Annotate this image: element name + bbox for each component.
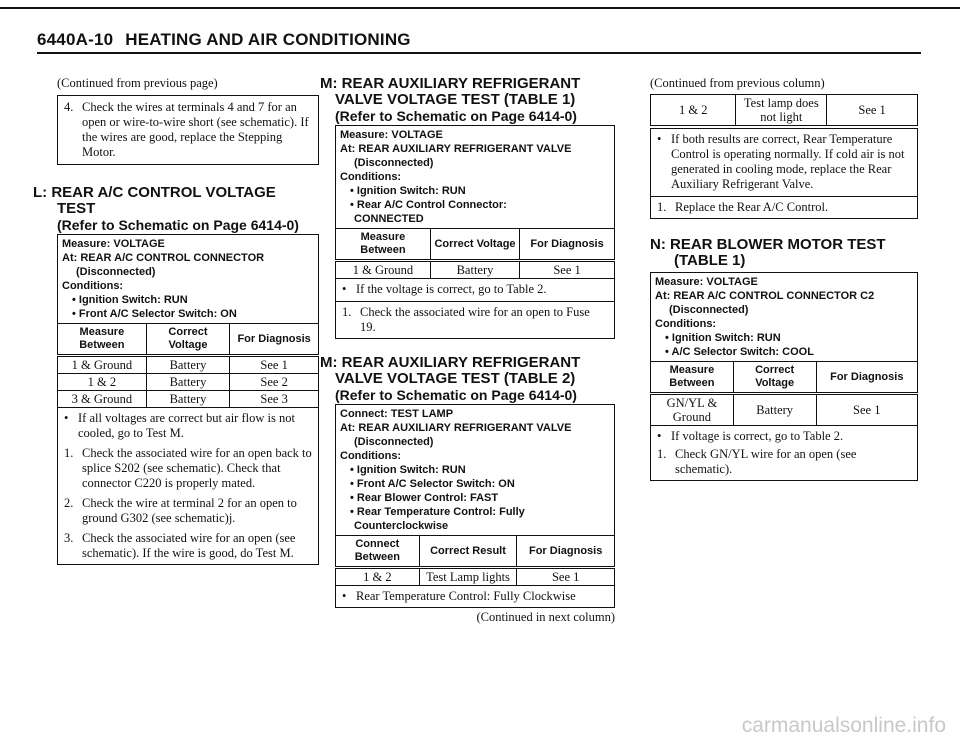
chapter-title: HEATING AND AIR CONDITIONING bbox=[125, 30, 411, 49]
watermark: carmanualsonline.info bbox=[741, 714, 946, 737]
section-m2-heading: M: REAR AUXILIARY REFRIGERANT VALVE VOLTAGE TEST (TABLE 2) (Refer to Schematic on Page 6414-0) bbox=[320, 354, 581, 403]
continued-table bbox=[650, 94, 918, 126]
section-n-table: Measure Between Correct Voltage For Diagnosis GN/YL & Ground Battery See 1 bbox=[650, 361, 918, 426]
section-n-heading: N: REAR BLOWER MOTOR TEST (TABLE 1) bbox=[650, 236, 886, 269]
column-2 bbox=[320, 75, 615, 625]
section-l-heading: L: REAR A/C CONTROL VOLTAGE TEST (Refer to Schematic on Page 6414-0) bbox=[33, 184, 299, 233]
continued-next-note: (Continued in next column) bbox=[476, 610, 615, 624]
top-rule bbox=[0, 7, 960, 9]
section-l-measure-box: Measure: VOLTAGE At: REAR A/C CONTROL CONNECTOR (Disconnected) Conditions: • Ignition Switch: RUN • Front A/C Selector Switch: ON bbox=[57, 234, 319, 324]
step-4-box bbox=[57, 95, 319, 165]
step-3: 3. Check the associated wire for an open (see schematic). If the wire is good, do Test M. bbox=[64, 531, 296, 560]
section-m1-notes: • If the voltage is correct, go to Table 2. 1. Check the associated wire for an open to Fuse 19. bbox=[335, 279, 615, 339]
table-row: 1 & Ground Battery See 1 bbox=[336, 261, 615, 279]
column-3 bbox=[650, 76, 918, 481]
section-m2-table: Connect Between Correct Result For Diagnosis 1 & 2 Test Lamp lights See 1 bbox=[335, 535, 615, 586]
header-rule bbox=[37, 52, 921, 54]
section-m1-table: Measure Between Correct Voltage For Diagnosis 1 & Ground Battery See 1 bbox=[335, 228, 615, 279]
table-row: 1 & 2 Test lamp does not light See 1 bbox=[651, 95, 918, 126]
continued-note: (Continued from previous page) bbox=[57, 76, 218, 90]
section-n-notes: • If voltage is correct, go to Table 2. 1. Check GN/YL wire for an open (see schematic). bbox=[650, 426, 918, 481]
section-n-measure-box: Measure: VOLTAGE At: REAR A/C CONTROL CONNECTOR C2 (Disconnected) Conditions: • Ignition Switch: RUN • A/C Selector Switch: COOL bbox=[650, 272, 918, 362]
step-4: 4. Check the wires at terminals 4 and 7 for an open or wire-to-wire short (see schematic). If the wires are good, replace the Stepping Motor. bbox=[64, 100, 309, 159]
table-row: 1 & Ground Battery See 1 bbox=[58, 356, 319, 374]
column-1 bbox=[33, 76, 319, 565]
continued-note: (Continued from previous column) bbox=[650, 76, 825, 90]
table-row: GN/YL & Ground Battery See 1 bbox=[651, 394, 918, 426]
table-row: 3 & Ground Battery See 3 bbox=[58, 391, 319, 408]
section-m2-measure-box: Connect: TEST LAMP At: REAR AUXILIARY REFRIGERANT VALVE (Disconnected) Conditions: • Ignition Switch: RUN • Front A/C Selector Switch: ON • Rear Blower Control: FAST • Rear Temperature Control: Fully Counterclockwise bbox=[335, 404, 615, 536]
page-number: 6440A-10 bbox=[37, 30, 114, 49]
bullet-note: • If all voltages are correct but air flow is not cooled, go to Test M. bbox=[64, 411, 295, 440]
continued-notes: • If both results are correct, Rear Temperature Control is operating normally. If cold air is not generated in cooling mode, replace the Rear Auxiliary Refrigerant Valve. 1. Replace the Rear A/C Control. bbox=[650, 128, 918, 219]
step-2: 2. Check the wire at terminal 2 for an open to ground G302 (see schematic)j. bbox=[64, 496, 297, 525]
section-l-table: Measure Between Correct Voltage For Diagnosis 1 & Ground Battery See 1 1 & 2 Battery See 2 3 & Ground Battery See 3 bbox=[57, 323, 319, 408]
page-header bbox=[37, 30, 411, 50]
step-1: 1. Check the associated wire for an open back to splice S202 (see schematic). Check that connector C220 is properly mated. bbox=[64, 446, 312, 490]
section-m1-measure-box: Measure: VOLTAGE At: REAR AUXILIARY REFRIGERANT VALVE (Disconnected) Conditions: • Ignition Switch: RUN • Rear A/C Control Connector: CONNECTED bbox=[335, 125, 615, 229]
section-l-notes bbox=[57, 408, 319, 565]
table-row: 1 & 2 Battery See 2 bbox=[58, 374, 319, 391]
section-m1-heading: M: REAR AUXILIARY REFRIGERANT VALVE VOLTAGE TEST (TABLE 1) (Refer to Schematic on Page 6414-0) bbox=[320, 75, 581, 124]
table-row: 1 & 2 Test Lamp lights See 1 bbox=[336, 568, 615, 586]
section-m2-notes: • Rear Temperature Control: Fully Clockwise bbox=[335, 586, 615, 608]
